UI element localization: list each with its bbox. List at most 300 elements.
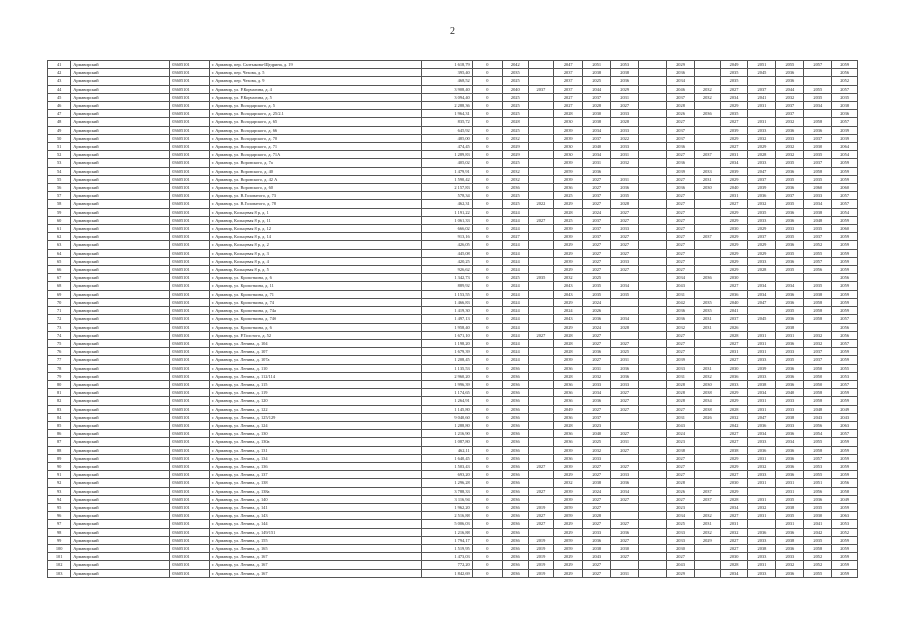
- table-cell: 2036: [503, 380, 529, 388]
- table-cell: 2059: [832, 249, 858, 257]
- table-cell: 2029: [694, 536, 720, 544]
- table-cell: 2032: [694, 85, 720, 93]
- table-cell: 2029: [720, 397, 748, 405]
- table-cell: 71: [48, 307, 71, 315]
- table-cell: Армавирский: [71, 102, 170, 110]
- table-cell: 2037: [583, 216, 611, 224]
- table-cell: 1 842,69: [421, 569, 472, 577]
- table-cell: 2038: [583, 479, 611, 487]
- table-cell: [528, 208, 554, 216]
- table-cell: 2025: [503, 126, 529, 134]
- table-cell: 1 191,22: [421, 208, 472, 216]
- table-cell: [694, 430, 720, 438]
- table-row: [48, 520, 858, 528]
- table-cell: 2035: [776, 307, 804, 315]
- table-cell: 03605101: [170, 290, 210, 298]
- table-cell: 03605101: [170, 257, 210, 265]
- table-cell: 2036: [583, 397, 611, 405]
- table-cell: 2036: [503, 184, 529, 192]
- table-cell: 2035: [776, 512, 804, 520]
- table-cell: 2033: [667, 364, 695, 372]
- table-cell: 2039: [554, 175, 583, 183]
- table-cell: 68: [48, 282, 71, 290]
- table-cell: 2042: [720, 421, 748, 429]
- table-cell: 2057: [804, 257, 832, 265]
- table-cell: 2031: [694, 323, 720, 331]
- table-cell: Армавирский: [71, 126, 170, 134]
- table-cell: 1 958,40: [421, 323, 472, 331]
- table-cell: 2027: [667, 225, 695, 233]
- table-cell: 2036: [503, 462, 529, 470]
- table-cell: 0: [472, 462, 502, 470]
- table-cell: [639, 282, 667, 290]
- table-cell: 2041: [748, 93, 776, 101]
- table-cell: 2030: [720, 274, 748, 282]
- table-cell: 2023: [667, 503, 695, 511]
- table-cell: 2033: [611, 225, 639, 233]
- table-cell: [639, 471, 667, 479]
- table-cell: 2027: [583, 175, 611, 183]
- table-row: [48, 282, 858, 290]
- table-cell: 2024: [503, 307, 529, 315]
- table-cell: 0: [472, 307, 502, 315]
- table-row: [48, 151, 858, 159]
- table-cell: 03605101: [170, 372, 210, 380]
- table-cell: [748, 323, 776, 331]
- table-cell: 2027: [528, 331, 554, 339]
- table-cell: [528, 421, 554, 429]
- table-cell: 2056: [832, 323, 858, 331]
- table-cell: 2027: [583, 200, 611, 208]
- table-cell: 2033: [776, 134, 804, 142]
- table-cell: 0: [472, 184, 502, 192]
- table-cell: 1 503,43: [421, 462, 472, 470]
- table-cell: 2036: [776, 569, 804, 577]
- table-cell: 2027: [667, 454, 695, 462]
- table-cell: [694, 126, 720, 134]
- table-cell: г. Армавир, ул. Ленина, д. 144: [209, 520, 421, 528]
- table-cell: 03605101: [170, 397, 210, 405]
- table-cell: Армавирский: [71, 216, 170, 224]
- table-cell: 2039: [748, 184, 776, 192]
- table-cell: 96: [48, 512, 71, 520]
- table-cell: 2037: [554, 77, 583, 85]
- table-cell: 0: [472, 167, 502, 175]
- table-cell: 2055: [776, 61, 804, 69]
- table-cell: 0: [472, 282, 502, 290]
- table-row: [48, 331, 858, 339]
- table-cell: Армавирский: [71, 159, 170, 167]
- table-cell: 2029: [720, 249, 748, 257]
- table-cell: 2039: [554, 495, 583, 503]
- table-cell: 2036: [776, 167, 804, 175]
- table-cell: 2038: [694, 405, 720, 413]
- table-cell: 03605101: [170, 102, 210, 110]
- table-cell: 2037: [694, 495, 720, 503]
- table-cell: 03605101: [170, 200, 210, 208]
- table-cell: 2029: [554, 323, 583, 331]
- table-cell: 2035: [748, 208, 776, 216]
- table-cell: 77: [48, 356, 71, 364]
- table-cell: 2025: [583, 438, 611, 446]
- table-cell: 2027: [583, 184, 611, 192]
- table-cell: 03605101: [170, 249, 210, 257]
- table-cell: 2043: [804, 413, 832, 421]
- table-cell: 2031: [776, 479, 804, 487]
- table-cell: 48: [48, 118, 71, 126]
- table-cell: 2031: [694, 364, 720, 372]
- table-cell: 2043: [667, 561, 695, 569]
- table-cell: 2039: [554, 446, 583, 454]
- table-cell: [748, 110, 776, 118]
- table-cell: 101: [48, 553, 71, 561]
- table-cell: 2031: [611, 93, 639, 101]
- table-cell: 2026: [720, 323, 748, 331]
- table-cell: 2031: [748, 118, 776, 126]
- table-cell: 2032: [583, 372, 611, 380]
- table-cell: 2025: [503, 110, 529, 118]
- table-cell: 65: [48, 257, 71, 265]
- table-cell: 2055: [804, 85, 832, 93]
- table-cell: 5 006,03: [421, 520, 472, 528]
- table-cell: 2049: [832, 495, 858, 503]
- table-cell: 2032: [503, 134, 529, 142]
- table-cell: 1 288,80: [421, 421, 472, 429]
- table-cell: 2032: [776, 93, 804, 101]
- table-cell: 2038: [583, 118, 611, 126]
- table-cell: 81: [48, 389, 71, 397]
- table-cell: 2019: [528, 536, 554, 544]
- table-cell: 2031: [720, 520, 748, 528]
- table-cell: [639, 274, 667, 282]
- table-cell: 2 288,36: [421, 102, 472, 110]
- table-cell: 2059: [832, 553, 858, 561]
- table-cell: 445,08: [421, 249, 472, 257]
- table-cell: 2043: [832, 413, 858, 421]
- table-cell: [694, 438, 720, 446]
- table-cell: 2024: [503, 339, 529, 347]
- table-cell: 2037: [804, 233, 832, 241]
- table-cell: 2034: [667, 512, 695, 520]
- table-cell: 03605101: [170, 446, 210, 454]
- table-cell: [639, 372, 667, 380]
- table-cell: [639, 454, 667, 462]
- table-cell: Армавирский: [71, 512, 170, 520]
- table-cell: 2036: [776, 126, 804, 134]
- table-cell: 2024: [667, 430, 695, 438]
- table-cell: 2039: [720, 126, 748, 134]
- table-cell: 2027: [667, 348, 695, 356]
- table-cell: [528, 454, 554, 462]
- table-cell: Армавирский: [71, 364, 170, 372]
- table-cell: 2036: [503, 405, 529, 413]
- table-cell: 2032: [554, 479, 583, 487]
- table-cell: 2036: [776, 446, 804, 454]
- table-cell: 2031: [583, 364, 611, 372]
- table-cell: 2032: [776, 561, 804, 569]
- table-row: [48, 241, 858, 249]
- table-cell: [639, 569, 667, 577]
- table-cell: 2053: [611, 61, 639, 69]
- table-cell: 1 519,95: [421, 544, 472, 552]
- table-cell: 2036: [554, 364, 583, 372]
- table-cell: 2060: [832, 184, 858, 192]
- table-cell: 2027: [611, 102, 639, 110]
- table-cell: [639, 315, 667, 323]
- table-cell: 2030: [720, 553, 748, 561]
- table-cell: 2028: [720, 561, 748, 569]
- table-cell: [776, 274, 804, 282]
- table-cell: 2042: [804, 528, 832, 536]
- table-cell: 3 908,40: [421, 85, 472, 93]
- table-cell: [528, 446, 554, 454]
- table-cell: [694, 331, 720, 339]
- table-cell: 0: [472, 389, 502, 397]
- table-cell: 2036: [776, 364, 804, 372]
- table-cell: 03605101: [170, 307, 210, 315]
- table-row: [48, 544, 858, 552]
- table-cell: г. Армавир, Кольцевая 8 р, д. 2: [209, 241, 421, 249]
- table-cell: 1 087,80: [421, 438, 472, 446]
- table-cell: 0: [472, 151, 502, 159]
- table-cell: 2034: [720, 93, 748, 101]
- table-cell: [528, 175, 554, 183]
- table-cell: 2024: [503, 290, 529, 298]
- table-cell: [694, 257, 720, 265]
- table-cell: 2039: [554, 233, 583, 241]
- table-cell: 89: [48, 454, 71, 462]
- table-cell: 2036: [583, 315, 611, 323]
- table-cell: 2036: [776, 77, 804, 85]
- table-cell: 0: [472, 69, 502, 77]
- table-cell: 83: [48, 405, 71, 413]
- table-cell: 03605101: [170, 93, 210, 101]
- table-cell: 2058: [804, 397, 832, 405]
- table-cell: 2019: [528, 569, 554, 577]
- table-cell: 2051: [804, 479, 832, 487]
- table-cell: 2027: [667, 553, 695, 561]
- table-cell: 2035: [776, 175, 804, 183]
- table-cell: Армавирский: [71, 462, 170, 470]
- table-cell: 2059: [832, 61, 858, 69]
- table-cell: 2027: [554, 102, 583, 110]
- table-cell: 2031: [748, 405, 776, 413]
- table-cell: [528, 93, 554, 101]
- table-cell: г. Армавир, ул. Ленина, д. 167: [209, 569, 421, 577]
- table-cell: 2052: [804, 553, 832, 561]
- table-cell: 0: [472, 102, 502, 110]
- table-cell: 2031: [748, 495, 776, 503]
- table-row: [48, 536, 858, 544]
- table-cell: 0: [472, 331, 502, 339]
- table-cell: 2057: [832, 118, 858, 126]
- table-cell: 405,02: [421, 159, 472, 167]
- table-cell: 2059: [554, 512, 583, 520]
- table-cell: 913,16: [421, 233, 472, 241]
- table-cell: 50: [48, 134, 71, 142]
- table-cell: 1 419,30: [421, 307, 472, 315]
- table-cell: 2027: [583, 257, 611, 265]
- table-cell: 2059: [832, 471, 858, 479]
- table-cell: 2029: [554, 520, 583, 528]
- table-cell: [528, 495, 554, 503]
- table-cell: 2036: [667, 184, 695, 192]
- table-cell: 03605101: [170, 143, 210, 151]
- table-cell: 03605101: [170, 405, 210, 413]
- table-cell: [639, 389, 667, 397]
- table-cell: 2035: [694, 298, 720, 306]
- table-cell: 0: [472, 364, 502, 372]
- table-cell: 2027: [503, 233, 529, 241]
- table-cell: 2036: [554, 380, 583, 388]
- table-cell: 2027: [611, 553, 639, 561]
- table-cell: Армавирский: [71, 77, 170, 85]
- table-cell: 2024: [503, 331, 529, 339]
- table-cell: 468,52: [421, 77, 472, 85]
- table-cell: 2037: [776, 102, 804, 110]
- table-cell: 2028: [667, 380, 695, 388]
- table-cell: 1 996,39: [421, 380, 472, 388]
- table-cell: [694, 216, 720, 224]
- table-cell: 2028: [554, 331, 583, 339]
- table-cell: 2029: [503, 151, 529, 159]
- table-cell: 2032: [776, 151, 804, 159]
- table-cell: 2059: [832, 290, 858, 298]
- table-cell: 2032: [804, 331, 832, 339]
- table-cell: 102: [48, 561, 71, 569]
- table-cell: 03605101: [170, 544, 210, 552]
- table-cell: г. Армавир, ул. Ленина, д. 137: [209, 471, 421, 479]
- table-cell: 2059: [832, 159, 858, 167]
- table-row: [48, 479, 858, 487]
- table-cell: 2032: [748, 134, 776, 142]
- table-cell: 2033: [748, 553, 776, 561]
- table-cell: 52: [48, 151, 71, 159]
- table-row: [48, 372, 858, 380]
- table-cell: 2027: [667, 208, 695, 216]
- table-cell: 03605101: [170, 282, 210, 290]
- table-cell: 2030: [694, 380, 720, 388]
- table-row: [48, 454, 858, 462]
- table-cell: 2027: [667, 151, 695, 159]
- table-cell: Армавирский: [71, 454, 170, 462]
- table-cell: 2054: [804, 430, 832, 438]
- table-cell: 0: [472, 93, 502, 101]
- table-cell: 2027: [611, 520, 639, 528]
- table-cell: 2029: [503, 143, 529, 151]
- table-cell: 2057: [832, 85, 858, 93]
- table-row: [48, 487, 858, 495]
- table-cell: г. Армавир, ул. Ленина, д. 136: [209, 462, 421, 470]
- table-cell: 835,72: [421, 118, 472, 126]
- table-cell: г. Армавир, ул. Ленина, д. 104: [209, 339, 421, 347]
- table-cell: Армавирский: [71, 118, 170, 126]
- table-cell: 2059: [832, 503, 858, 511]
- table-cell: 2039: [832, 134, 858, 142]
- table-cell: 2029: [554, 471, 583, 479]
- table-cell: [694, 290, 720, 298]
- table-cell: 03605101: [170, 430, 210, 438]
- table-cell: 0: [472, 85, 502, 93]
- table-cell: [804, 110, 832, 118]
- table-row: [48, 528, 858, 536]
- table-cell: 2028: [720, 405, 748, 413]
- table-row: [48, 471, 858, 479]
- table-cell: [694, 118, 720, 126]
- table-cell: 87: [48, 438, 71, 446]
- table-cell: [611, 413, 639, 421]
- table-cell: 2027: [720, 471, 748, 479]
- table-cell: 2036: [776, 298, 804, 306]
- table-cell: 1 153,55: [421, 290, 472, 298]
- table-cell: [528, 225, 554, 233]
- table-cell: [639, 69, 667, 77]
- table-cell: 2027: [583, 331, 611, 339]
- table-row: [48, 413, 858, 421]
- table-cell: 2035: [776, 356, 804, 364]
- table-cell: [528, 257, 554, 265]
- table-cell: [639, 462, 667, 470]
- table-cell: 2036: [776, 184, 804, 192]
- table-cell: 2028: [748, 151, 776, 159]
- table-cell: 2036: [503, 372, 529, 380]
- table-cell: 2027: [720, 356, 748, 364]
- table-cell: 54: [48, 167, 71, 175]
- table-cell: 03605101: [170, 266, 210, 274]
- table-cell: [639, 77, 667, 85]
- table-cell: 2036: [748, 421, 776, 429]
- table-cell: 1 296,28: [421, 479, 472, 487]
- table-cell: 03605101: [170, 151, 210, 159]
- table-cell: [639, 298, 667, 306]
- table-cell: 2038: [748, 380, 776, 388]
- table-cell: 2034: [748, 430, 776, 438]
- table-cell: [528, 249, 554, 257]
- table-cell: 2059: [832, 356, 858, 364]
- table-cell: 420,25: [421, 257, 472, 265]
- table-cell: 2029: [720, 175, 748, 183]
- table-cell: Армавирский: [71, 61, 170, 69]
- table-cell: 0: [472, 274, 502, 282]
- table-cell: [639, 175, 667, 183]
- table-cell: 2036: [503, 520, 529, 528]
- table-cell: Армавирский: [71, 348, 170, 356]
- table-cell: 2032: [694, 372, 720, 380]
- table-row: [48, 405, 858, 413]
- table-cell: [528, 233, 554, 241]
- table-cell: 2028: [748, 266, 776, 274]
- table-cell: 2059: [554, 544, 583, 552]
- table-cell: г. Армавир, ул. Володарского, д. 70: [209, 134, 421, 142]
- table-cell: 2027: [611, 405, 639, 413]
- table-cell: 2038: [583, 69, 611, 77]
- table-row: [48, 397, 858, 405]
- table-cell: Армавирский: [71, 561, 170, 569]
- table-cell: 2036: [503, 495, 529, 503]
- table-cell: 2037: [776, 192, 804, 200]
- table-cell: [639, 487, 667, 495]
- table-cell: 03605101: [170, 479, 210, 487]
- table-cell: 1 198,20: [421, 339, 472, 347]
- table-cell: 2033: [667, 536, 695, 544]
- table-cell: г. Армавир, ул. Ленина, д. 130: [209, 430, 421, 438]
- table-cell: 95: [48, 503, 71, 511]
- table-cell: [694, 569, 720, 577]
- table-cell: 2036: [776, 544, 804, 552]
- table-cell: Армавирский: [71, 298, 170, 306]
- table-row: [48, 421, 858, 429]
- table-cell: 2019: [528, 503, 554, 511]
